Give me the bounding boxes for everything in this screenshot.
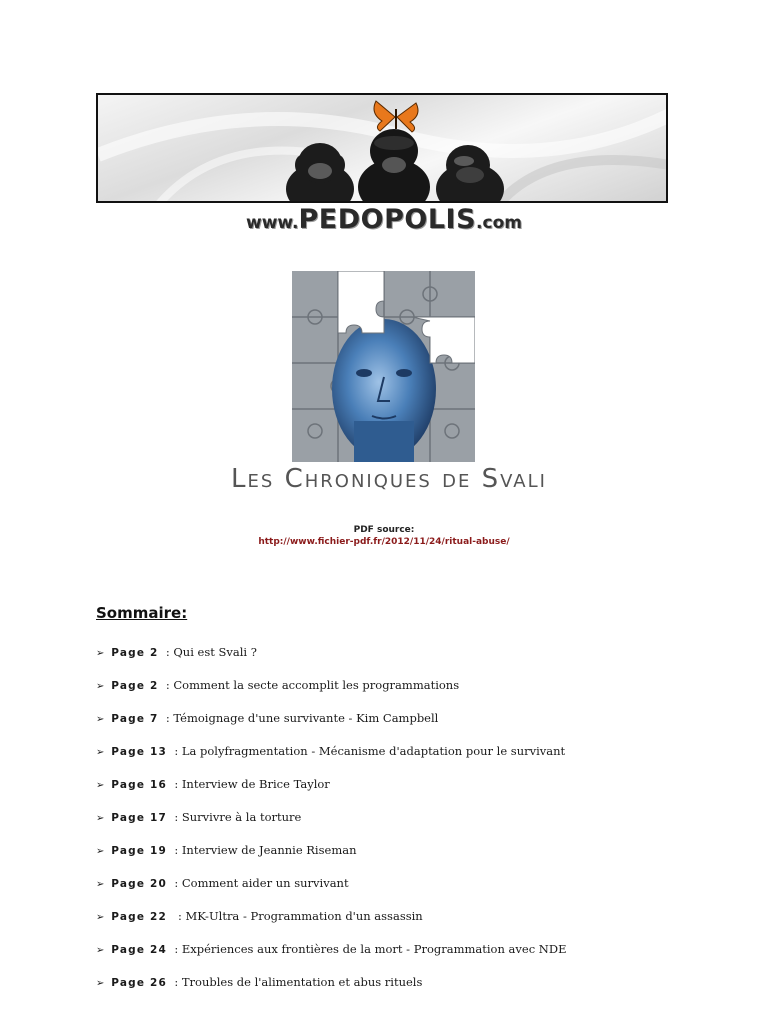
toc-item[interactable] xyxy=(96,875,566,908)
toc-separator: : xyxy=(158,711,174,725)
toc-separator: : xyxy=(167,744,182,758)
toc-page-number: Page 19 xyxy=(111,845,168,857)
toc-separator: : xyxy=(167,975,182,989)
toc-separator: : xyxy=(167,810,182,824)
arrow-bullet-icon: ➢ xyxy=(96,681,105,692)
toc-separator: : xyxy=(167,876,182,890)
toc-separator: : xyxy=(167,843,182,857)
header-banner xyxy=(96,93,668,203)
toc-page-number: Page 2 xyxy=(111,680,159,692)
toc-page-number: Page 20 xyxy=(111,878,168,890)
arrow-bullet-icon: ➢ xyxy=(96,846,105,857)
arrow-bullet-icon: ➢ xyxy=(96,879,105,890)
arrow-bullet-icon: ➢ xyxy=(96,912,105,923)
toc-page-number: Page 16 xyxy=(111,779,168,791)
arrow-bullet-icon: ➢ xyxy=(96,978,105,989)
toc-separator: : xyxy=(158,645,174,659)
toc-heading: Sommaire: xyxy=(96,604,188,622)
toc-item[interactable] xyxy=(96,776,566,809)
toc-page-number: Page 13 xyxy=(111,746,168,758)
toc-page-number: Page 22 xyxy=(111,911,168,923)
puzzle-head-image xyxy=(292,271,475,462)
toc-item[interactable] xyxy=(96,743,566,776)
three-monkeys-illustration xyxy=(98,95,668,203)
toc-page-number: Page 17 xyxy=(111,812,168,824)
toc-separator: : xyxy=(167,909,186,923)
toc-item-title: Comment aider un survivant xyxy=(181,876,349,890)
toc-item-title: Troubles de l'alimentation et abus rituels xyxy=(181,975,423,989)
toc-item-title: Témoignage d'une survivante - Kim Campbell xyxy=(173,711,439,725)
toc-separator: : xyxy=(167,777,182,791)
toc-separator: : xyxy=(158,678,174,692)
toc-item[interactable] xyxy=(96,644,566,677)
toc-item[interactable] xyxy=(96,941,566,974)
toc-item-title: La polyfragmentation - Mécanisme d'adaptation pour le survivant xyxy=(181,744,566,758)
toc-item[interactable] xyxy=(96,710,566,743)
toc-item-title: Comment la secte accomplit les programmations xyxy=(173,678,460,692)
pdf-source-link[interactable]: http://www.fichier-pdf.fr/2012/11/24/ritual-abuse/ xyxy=(258,537,510,547)
toc-item-title: Expériences aux frontières de la mort - Programmation avec NDE xyxy=(181,942,567,956)
site-url-prefix: www. xyxy=(246,213,299,233)
toc-page-number: Page 26 xyxy=(111,977,168,989)
site-url xyxy=(0,204,768,235)
toc-page-number: Page 2 xyxy=(111,647,159,659)
toc-item[interactable] xyxy=(96,908,566,941)
toc-item[interactable] xyxy=(96,809,566,842)
toc-item[interactable] xyxy=(96,842,566,875)
toc-item-title: MK-Ultra - Programmation d'un assassin xyxy=(185,909,423,923)
toc-separator: : xyxy=(167,942,182,956)
site-url-suffix: .com xyxy=(476,213,522,233)
toc-page-number: Page 7 xyxy=(111,713,159,725)
toc-item-title: Interview de Jeannie Riseman xyxy=(181,843,357,857)
toc-item-title: Qui est Svali ? xyxy=(173,645,257,659)
arrow-bullet-icon: ➢ xyxy=(96,945,105,956)
arrow-bullet-icon: ➢ xyxy=(96,747,105,758)
site-url-name: PEDOPOLIS xyxy=(298,204,477,235)
toc-item-title: Interview de Brice Taylor xyxy=(181,777,330,791)
arrow-bullet-icon: ➢ xyxy=(96,714,105,725)
toc-item[interactable] xyxy=(96,974,566,1007)
pdf-source xyxy=(0,525,768,547)
pdf-source-label: PDF source: xyxy=(353,525,415,535)
toc-item-title: Survivre à la torture xyxy=(181,810,302,824)
toc-item[interactable] xyxy=(96,677,566,710)
arrow-bullet-icon: ➢ xyxy=(96,780,105,791)
toc-page-number: Page 24 xyxy=(111,944,168,956)
table-of-contents xyxy=(96,644,566,1007)
document-title: Les Chroniques de Svali xyxy=(231,464,547,494)
arrow-bullet-icon: ➢ xyxy=(96,813,105,824)
arrow-bullet-icon: ➢ xyxy=(96,648,105,659)
butterfly-icon xyxy=(374,101,418,132)
